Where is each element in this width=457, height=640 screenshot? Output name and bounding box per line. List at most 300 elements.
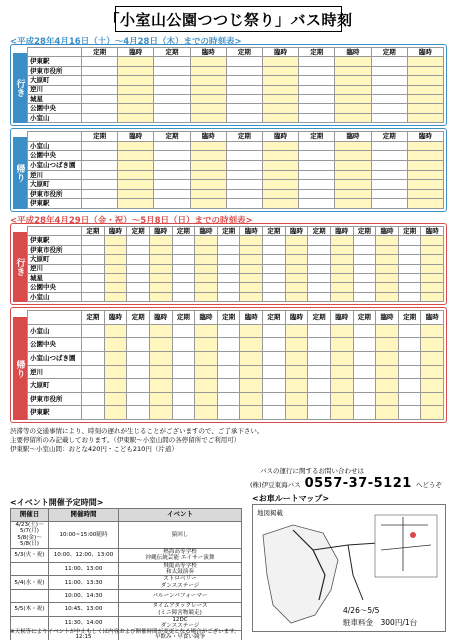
time-cell	[308, 338, 331, 352]
column-header: 定期	[154, 132, 190, 142]
column-header: 定期	[354, 227, 377, 236]
corner-cell	[28, 311, 82, 325]
time-cell	[335, 151, 371, 161]
note-line: 主要停留所のみ記載しております。（伊東駅～小室山間の各停留所でご利用可）	[10, 436, 241, 444]
station-name: 公園中央	[28, 338, 82, 352]
time-cell	[263, 161, 299, 171]
time-cell	[286, 393, 309, 407]
section2-outbound-table	[10, 223, 447, 305]
time-cell	[227, 190, 263, 200]
time-cell	[376, 325, 399, 339]
time-cell	[105, 265, 128, 274]
time-cell	[82, 76, 118, 85]
station-name: 大原町	[28, 180, 82, 190]
time-cell	[263, 265, 286, 274]
event-event: タイムアタックレース (ミニ障害物競走)	[119, 603, 242, 617]
time-cell	[354, 393, 377, 407]
station-name: 小室山つばき園	[28, 161, 82, 171]
time-cell	[105, 255, 128, 264]
event-event: 12DC ダンスステージ	[119, 617, 242, 631]
time-cell	[82, 190, 118, 200]
station-name: 伊東市役所	[28, 67, 82, 76]
time-cell	[376, 255, 399, 264]
page-title: 「小室山公園つつじ祭り」バス時刻	[115, 6, 342, 32]
time-cell	[240, 283, 263, 292]
time-cell	[218, 366, 241, 380]
time-cell	[82, 236, 105, 245]
time-cell	[173, 352, 196, 366]
time-cell	[376, 246, 399, 255]
column-header: 臨時	[376, 227, 399, 236]
time-cell	[118, 114, 154, 123]
time-cell	[354, 406, 377, 420]
event-time: 10:45、13:00	[49, 603, 119, 617]
corner-cell	[28, 132, 82, 142]
time-cell	[227, 95, 263, 104]
time-cell	[354, 274, 377, 283]
event-table	[10, 508, 242, 640]
time-cell	[335, 114, 371, 123]
time-cell	[299, 199, 335, 209]
time-cell	[240, 366, 263, 380]
station-name: 小室山	[28, 114, 82, 123]
time-cell	[372, 95, 408, 104]
time-cell	[82, 151, 118, 161]
time-cell	[263, 76, 299, 85]
time-cell	[154, 199, 190, 209]
event-row	[11, 562, 242, 576]
time-cell	[82, 352, 105, 366]
time-cell	[421, 366, 444, 380]
time-cell	[399, 352, 422, 366]
time-cell	[105, 379, 128, 393]
event-date: 4/23(土)～5/7(月) 5/8(金)～5/8(日)	[11, 522, 49, 549]
time-cell	[150, 265, 173, 274]
time-cell	[331, 379, 354, 393]
event-header: 開催時間	[49, 509, 119, 522]
column-header: 臨時	[118, 48, 154, 57]
time-cell	[335, 142, 371, 152]
column-header: 臨時	[335, 132, 371, 142]
time-cell	[372, 114, 408, 123]
time-cell	[173, 325, 196, 339]
time-cell	[299, 86, 335, 95]
time-cell	[105, 352, 128, 366]
time-cell	[399, 246, 422, 255]
time-cell	[354, 283, 377, 292]
time-cell	[127, 338, 150, 352]
column-header: 定期	[263, 311, 286, 325]
time-cell	[150, 338, 173, 352]
time-cell	[227, 76, 263, 85]
column-header: 定期	[399, 227, 422, 236]
time-cell	[127, 293, 150, 302]
time-cell	[154, 151, 190, 161]
time-cell	[372, 161, 408, 171]
time-cell	[240, 352, 263, 366]
time-cell	[127, 325, 150, 339]
time-cell	[372, 67, 408, 76]
time-cell	[331, 246, 354, 255]
event-time: 11:00、13:30	[49, 576, 119, 590]
time-cell	[105, 366, 128, 380]
time-cell	[335, 76, 371, 85]
time-cell	[335, 57, 371, 66]
time-cell	[173, 255, 196, 264]
time-cell	[263, 274, 286, 283]
time-cell	[376, 338, 399, 352]
time-cell	[421, 274, 444, 283]
time-cell	[127, 246, 150, 255]
station-name: 城星	[28, 95, 82, 104]
time-cell	[195, 393, 218, 407]
time-cell	[376, 379, 399, 393]
column-header: 定期	[227, 132, 263, 142]
time-cell	[299, 161, 335, 171]
time-cell	[82, 199, 118, 209]
station-name: 城星	[28, 274, 82, 283]
time-cell	[154, 95, 190, 104]
time-cell	[331, 255, 354, 264]
time-cell	[227, 104, 263, 113]
time-cell	[354, 338, 377, 352]
time-cell	[127, 393, 150, 407]
time-cell	[154, 76, 190, 85]
time-cell	[191, 95, 227, 104]
corner-cell	[28, 48, 82, 57]
station-name: 小室山つばき園	[28, 352, 82, 366]
event-event: 早飲み・早食い競争	[119, 630, 242, 640]
time-cell	[372, 104, 408, 113]
time-cell	[331, 406, 354, 420]
time-cell	[331, 293, 354, 302]
time-cell	[195, 338, 218, 352]
time-cell	[372, 190, 408, 200]
time-cell	[118, 76, 154, 85]
time-cell	[331, 393, 354, 407]
time-cell	[335, 86, 371, 95]
column-header: 定期	[299, 48, 335, 57]
event-time: 10:00、14:30	[49, 590, 119, 603]
time-cell	[286, 293, 309, 302]
time-cell	[263, 171, 299, 181]
time-cell	[227, 86, 263, 95]
time-cell	[408, 171, 444, 181]
time-cell	[240, 379, 263, 393]
time-cell	[154, 142, 190, 152]
time-cell	[127, 379, 150, 393]
time-cell	[376, 236, 399, 245]
time-cell	[263, 325, 286, 339]
time-cell	[82, 393, 105, 407]
map-heading: <お車ルートマップ>	[252, 494, 330, 503]
time-cell	[263, 352, 286, 366]
event-date: 5/3(火・祝)	[11, 548, 49, 562]
station-name: 逆川	[28, 366, 82, 380]
time-cell	[218, 325, 241, 339]
time-cell	[195, 246, 218, 255]
column-header: 定期	[372, 132, 408, 142]
time-cell	[308, 325, 331, 339]
time-cell	[218, 352, 241, 366]
time-cell	[195, 379, 218, 393]
column-header: 臨時	[408, 48, 444, 57]
column-header: 臨時	[263, 48, 299, 57]
time-cell	[154, 67, 190, 76]
time-cell	[299, 190, 335, 200]
time-cell	[263, 199, 299, 209]
time-cell	[154, 190, 190, 200]
station-name: 小室山	[28, 325, 82, 339]
time-cell	[408, 151, 444, 161]
time-cell	[308, 379, 331, 393]
column-header: 臨時	[195, 227, 218, 236]
station-name: 逆川	[28, 86, 82, 95]
time-cell	[399, 265, 422, 274]
station-name: 伊東駅	[28, 199, 82, 209]
column-header: 定期	[399, 311, 422, 325]
column-header: 臨時	[118, 132, 154, 142]
time-cell	[191, 76, 227, 85]
time-cell	[150, 236, 173, 245]
time-cell	[263, 379, 286, 393]
time-cell	[376, 283, 399, 292]
event-event: ストロベリー ダンスステージ	[119, 576, 242, 590]
time-cell	[308, 236, 331, 245]
time-cell	[173, 236, 196, 245]
time-cell	[82, 161, 118, 171]
time-cell	[263, 366, 286, 380]
event-time: 10:00、12:00、13:00	[49, 548, 119, 562]
time-cell	[335, 95, 371, 104]
time-cell	[408, 180, 444, 190]
time-cell	[354, 352, 377, 366]
time-cell	[299, 76, 335, 85]
column-header: 定期	[218, 227, 241, 236]
time-cell	[331, 274, 354, 283]
time-cell	[173, 393, 196, 407]
time-cell	[308, 246, 331, 255]
time-cell	[82, 379, 105, 393]
route-map	[252, 504, 446, 632]
time-cell	[195, 325, 218, 339]
time-cell	[82, 95, 118, 104]
time-cell	[150, 246, 173, 255]
time-cell	[376, 265, 399, 274]
time-cell	[227, 151, 263, 161]
column-header: 定期	[82, 132, 118, 142]
time-cell	[308, 274, 331, 283]
station-name: 伊東市役所	[28, 246, 82, 255]
time-cell	[354, 255, 377, 264]
time-cell	[191, 57, 227, 66]
time-cell	[150, 379, 173, 393]
time-cell	[299, 171, 335, 181]
timetable-grid	[27, 131, 444, 209]
time-cell	[191, 151, 227, 161]
time-cell	[240, 255, 263, 264]
phone-number: 0557-37-5121	[304, 476, 412, 491]
time-cell	[263, 114, 299, 123]
time-cell	[173, 246, 196, 255]
time-cell	[82, 142, 118, 152]
time-cell	[218, 283, 241, 292]
time-cell	[118, 171, 154, 181]
contact-phone-line	[250, 476, 442, 491]
time-cell	[150, 366, 173, 380]
station-name: 伊東駅	[28, 57, 82, 66]
time-cell	[118, 142, 154, 152]
time-cell	[308, 406, 331, 420]
event-row	[11, 576, 242, 590]
time-cell	[105, 393, 128, 407]
event-event: バルーンパフォーマー	[119, 590, 242, 603]
time-cell	[82, 114, 118, 123]
column-header: 臨時	[150, 227, 173, 236]
map-parking: 駐車料金 300円/1台	[343, 618, 418, 627]
contact-suffix: へどうぞ	[415, 481, 442, 489]
time-cell	[195, 406, 218, 420]
time-cell	[299, 95, 335, 104]
time-cell	[376, 293, 399, 302]
time-cell	[105, 293, 128, 302]
time-cell	[105, 325, 128, 339]
column-header: 臨時	[105, 311, 128, 325]
column-header: 臨時	[191, 132, 227, 142]
time-cell	[376, 393, 399, 407]
time-cell	[82, 246, 105, 255]
time-cell	[286, 338, 309, 352]
time-cell	[399, 366, 422, 380]
time-cell	[150, 274, 173, 283]
time-cell	[408, 104, 444, 113]
time-cell	[154, 161, 190, 171]
time-cell	[286, 379, 309, 393]
time-cell	[150, 406, 173, 420]
time-cell	[227, 161, 263, 171]
time-cell	[421, 265, 444, 274]
section2-period: <平成28年4月29日（金・祝）～5月8日（日）までの時刻表>	[10, 216, 253, 226]
time-cell	[191, 114, 227, 123]
time-cell	[408, 190, 444, 200]
time-cell	[105, 406, 128, 420]
event-event: 飛龍高等学校 和太鼓演奏	[119, 562, 242, 576]
event-header: イベント	[119, 509, 242, 522]
station-name: 公園中央	[28, 151, 82, 161]
outbound-label: 行き	[13, 53, 27, 123]
time-cell	[218, 406, 241, 420]
time-cell	[82, 67, 118, 76]
time-cell	[195, 352, 218, 366]
time-cell	[191, 142, 227, 152]
time-cell	[173, 366, 196, 380]
time-cell	[240, 406, 263, 420]
time-cell	[82, 171, 118, 181]
time-cell	[299, 67, 335, 76]
station-name: 伊東市役所	[28, 190, 82, 200]
time-cell	[354, 265, 377, 274]
time-cell	[173, 274, 196, 283]
time-cell	[331, 265, 354, 274]
time-cell	[191, 67, 227, 76]
section2-return-table	[10, 307, 447, 423]
timetable-grid	[27, 226, 444, 302]
time-cell	[173, 265, 196, 274]
event-header: 開催日	[11, 509, 49, 522]
time-cell	[408, 67, 444, 76]
time-cell	[408, 199, 444, 209]
time-cell	[173, 338, 196, 352]
time-cell	[408, 161, 444, 171]
peninsula-shape	[263, 525, 338, 623]
time-cell	[82, 104, 118, 113]
time-cell	[240, 293, 263, 302]
event-date: 5/5(木・祝)	[11, 603, 49, 617]
station-name: 小室山	[28, 293, 82, 302]
column-header: 定期	[173, 311, 196, 325]
time-cell	[82, 274, 105, 283]
map-inset	[375, 515, 437, 577]
time-cell	[195, 255, 218, 264]
time-cell	[421, 283, 444, 292]
time-cell	[335, 171, 371, 181]
time-cell	[331, 352, 354, 366]
time-cell	[118, 57, 154, 66]
time-cell	[218, 338, 241, 352]
time-cell	[408, 86, 444, 95]
time-cell	[218, 379, 241, 393]
time-cell	[127, 366, 150, 380]
return-label: 帰り	[13, 137, 27, 209]
time-cell	[263, 293, 286, 302]
time-cell	[154, 180, 190, 190]
column-header: 定期	[127, 227, 150, 236]
corner-cell	[28, 227, 82, 236]
time-cell	[308, 265, 331, 274]
time-cell	[227, 57, 263, 66]
time-cell	[263, 393, 286, 407]
time-cell	[286, 274, 309, 283]
time-cell	[335, 104, 371, 113]
column-header: 定期	[173, 227, 196, 236]
time-cell	[195, 236, 218, 245]
station-name: 伊東市役所	[28, 393, 82, 407]
time-cell	[105, 236, 128, 245]
column-header: 定期	[154, 48, 190, 57]
section1-return-table	[10, 128, 447, 212]
event-event: 熱海高等学校 沖縄伝統芸能 エイサー演舞	[119, 548, 242, 562]
time-cell	[263, 255, 286, 264]
event-time: 10:00~15:00随時	[49, 522, 119, 549]
time-cell	[118, 161, 154, 171]
time-cell	[335, 199, 371, 209]
time-cell	[191, 171, 227, 181]
time-cell	[286, 283, 309, 292]
time-cell	[263, 406, 286, 420]
time-cell	[308, 393, 331, 407]
station-name: 大原町	[28, 255, 82, 264]
bus-company: (株)伊豆東海バス	[250, 481, 301, 489]
time-cell	[240, 274, 263, 283]
station-name: 伊東駅	[28, 236, 82, 245]
time-cell	[118, 86, 154, 95]
column-header: 臨時	[331, 311, 354, 325]
column-header: 定期	[299, 132, 335, 142]
time-cell	[127, 406, 150, 420]
time-cell	[263, 86, 299, 95]
contact-line: バスの運行に関するお問い合わせは	[260, 467, 364, 475]
time-cell	[354, 325, 377, 339]
